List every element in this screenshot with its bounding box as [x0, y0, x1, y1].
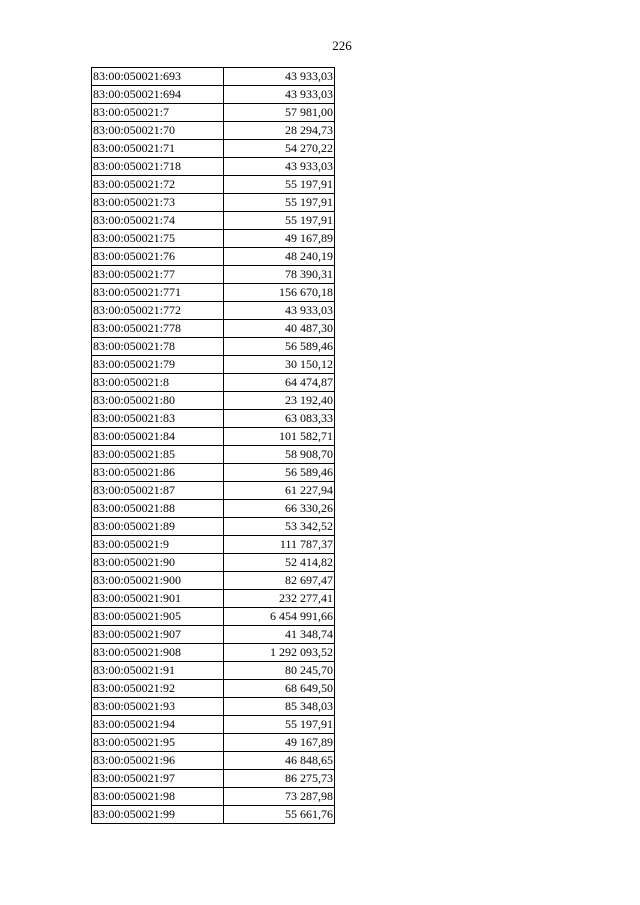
table-row — [92, 662, 335, 680]
cadastral-value-cell: 55 661,76 — [224, 806, 335, 824]
table-row — [92, 410, 335, 428]
cadastral-value-cell: 58 908,70 — [224, 446, 335, 464]
table-row — [92, 392, 335, 410]
cadastral-value-cell: 80 245,70 — [224, 662, 335, 680]
table-row — [92, 194, 335, 212]
cadastral-value-cell: 57 981,00 — [224, 104, 335, 122]
cadastral-value-cell: 1 292 093,52 — [224, 644, 335, 662]
cadastral-value-cell: 43 933,03 — [224, 302, 335, 320]
cadastral-value-cell: 86 275,73 — [224, 770, 335, 788]
table-row — [92, 230, 335, 248]
cadastral-number-cell: 83:00:050021:7 — [92, 104, 224, 122]
cadastral-value-cell: 56 589,46 — [224, 464, 335, 482]
cadastral-number-cell: 83:00:050021:74 — [92, 212, 224, 230]
table-row — [92, 320, 335, 338]
cadastral-value-cell: 66 330,26 — [224, 500, 335, 518]
cadastral-number-cell: 83:00:050021:71 — [92, 140, 224, 158]
table-row — [92, 536, 335, 554]
cadastral-value-cell: 64 474,87 — [224, 374, 335, 392]
table-row — [92, 122, 335, 140]
cadastral-number-cell: 83:00:050021:70 — [92, 122, 224, 140]
cadastral-value-cell: 6 454 991,66 — [224, 608, 335, 626]
cadastral-number-cell: 83:00:050021:83 — [92, 410, 224, 428]
table-row — [92, 464, 335, 482]
cadastral-value-cell: 54 270,22 — [224, 140, 335, 158]
table-row — [92, 698, 335, 716]
cadastral-number-cell: 83:00:050021:84 — [92, 428, 224, 446]
table-row — [92, 86, 335, 104]
cadastral-number-cell: 83:00:050021:93 — [92, 698, 224, 716]
cadastral-value-cell: 28 294,73 — [224, 122, 335, 140]
page-number: 226 — [332, 38, 352, 53]
cadastral-number-cell: 83:00:050021:778 — [92, 320, 224, 338]
cadastral-value-cell: 156 670,18 — [224, 284, 335, 302]
cadastral-value-cell: 43 933,03 — [224, 68, 335, 86]
cadastral-value-cell: 55 197,91 — [224, 212, 335, 230]
cadastral-value-cell: 43 933,03 — [224, 158, 335, 176]
table-row — [92, 770, 335, 788]
cadastral-value-table — [91, 67, 335, 824]
table-row — [92, 248, 335, 266]
cadastral-value-cell: 52 414,82 — [224, 554, 335, 572]
table-row — [92, 716, 335, 734]
table-row — [92, 266, 335, 284]
cadastral-value-cell: 55 197,91 — [224, 716, 335, 734]
cadastral-number-cell: 83:00:050021:80 — [92, 392, 224, 410]
table-row — [92, 158, 335, 176]
cadastral-value-cell: 55 197,91 — [224, 176, 335, 194]
cadastral-number-cell: 83:00:050021:85 — [92, 446, 224, 464]
table-row — [92, 680, 335, 698]
table-row — [92, 734, 335, 752]
cadastral-value-cell: 41 348,74 — [224, 626, 335, 644]
table-row — [92, 518, 335, 536]
cadastral-number-cell: 83:00:050021:76 — [92, 248, 224, 266]
cadastral-value-cell: 111 787,37 — [224, 536, 335, 554]
cadastral-number-cell: 83:00:050021:91 — [92, 662, 224, 680]
cadastral-value-cell: 85 348,03 — [224, 698, 335, 716]
cadastral-value-cell: 61 227,94 — [224, 482, 335, 500]
cadastral-number-cell: 83:00:050021:92 — [92, 680, 224, 698]
cadastral-value-cell: 43 933,03 — [224, 86, 335, 104]
table-row — [92, 68, 335, 86]
cadastral-number-cell: 83:00:050021:75 — [92, 230, 224, 248]
table-row — [92, 140, 335, 158]
cadastral-value-cell: 55 197,91 — [224, 194, 335, 212]
table-row — [92, 302, 335, 320]
cadastral-number-cell: 83:00:050021:900 — [92, 572, 224, 590]
cadastral-number-cell: 83:00:050021:88 — [92, 500, 224, 518]
cadastral-number-cell: 83:00:050021:72 — [92, 176, 224, 194]
cadastral-number-cell: 83:00:050021:90 — [92, 554, 224, 572]
table-row — [92, 176, 335, 194]
cadastral-number-cell: 83:00:050021:901 — [92, 590, 224, 608]
cadastral-number-cell: 83:00:050021:772 — [92, 302, 224, 320]
cadastral-value-cell: 46 848,65 — [224, 752, 335, 770]
cadastral-number-cell: 83:00:050021:95 — [92, 734, 224, 752]
cadastral-number-cell: 83:00:050021:771 — [92, 284, 224, 302]
cadastral-value-cell: 30 150,12 — [224, 356, 335, 374]
cadastral-value-cell: 23 192,40 — [224, 392, 335, 410]
table-row — [92, 212, 335, 230]
cadastral-number-cell: 83:00:050021:78 — [92, 338, 224, 356]
table-body — [92, 68, 335, 824]
cadastral-number-cell: 83:00:050021:9 — [92, 536, 224, 554]
cadastral-number-cell: 83:00:050021:905 — [92, 608, 224, 626]
cadastral-number-cell: 83:00:050021:86 — [92, 464, 224, 482]
table-row — [92, 338, 335, 356]
table-row — [92, 374, 335, 392]
cadastral-number-cell: 83:00:050021:907 — [92, 626, 224, 644]
table-row — [92, 572, 335, 590]
cadastral-number-cell: 83:00:050021:718 — [92, 158, 224, 176]
cadastral-value-cell: 73 287,98 — [224, 788, 335, 806]
cadastral-number-cell: 83:00:050021:94 — [92, 716, 224, 734]
cadastral-number-cell: 83:00:050021:87 — [92, 482, 224, 500]
cadastral-value-cell: 49 167,89 — [224, 230, 335, 248]
cadastral-value-cell: 49 167,89 — [224, 734, 335, 752]
cadastral-number-cell: 83:00:050021:89 — [92, 518, 224, 536]
cadastral-number-cell: 83:00:050021:73 — [92, 194, 224, 212]
table-row — [92, 608, 335, 626]
cadastral-number-cell: 83:00:050021:79 — [92, 356, 224, 374]
table-row — [92, 644, 335, 662]
cadastral-value-cell: 78 390,31 — [224, 266, 335, 284]
table-row — [92, 428, 335, 446]
cadastral-number-cell: 83:00:050021:8 — [92, 374, 224, 392]
table-row — [92, 554, 335, 572]
table-row — [92, 446, 335, 464]
cadastral-value-cell: 63 083,33 — [224, 410, 335, 428]
table-row — [92, 482, 335, 500]
table-row — [92, 104, 335, 122]
table-row — [92, 806, 335, 824]
cadastral-value-cell: 68 649,50 — [224, 680, 335, 698]
cadastral-value-cell: 48 240,19 — [224, 248, 335, 266]
cadastral-number-cell: 83:00:050021:98 — [92, 788, 224, 806]
cadastral-number-cell: 83:00:050021:99 — [92, 806, 224, 824]
table-row — [92, 752, 335, 770]
cadastral-number-cell: 83:00:050021:694 — [92, 86, 224, 104]
table-row — [92, 356, 335, 374]
table-row — [92, 788, 335, 806]
table-row — [92, 284, 335, 302]
table-row — [92, 626, 335, 644]
cadastral-value-cell: 56 589,46 — [224, 338, 335, 356]
cadastral-number-cell: 83:00:050021:97 — [92, 770, 224, 788]
cadastral-value-cell: 82 697,47 — [224, 572, 335, 590]
cadastral-value-cell: 40 487,30 — [224, 320, 335, 338]
cadastral-value-cell: 101 582,71 — [224, 428, 335, 446]
table-row — [92, 500, 335, 518]
cadastral-number-cell: 83:00:050021:77 — [92, 266, 224, 284]
table-row — [92, 590, 335, 608]
cadastral-number-cell: 83:00:050021:693 — [92, 68, 224, 86]
cadastral-value-cell: 232 277,41 — [224, 590, 335, 608]
cadastral-number-cell: 83:00:050021:96 — [92, 752, 224, 770]
cadastral-number-cell: 83:00:050021:908 — [92, 644, 224, 662]
cadastral-value-cell: 53 342,52 — [224, 518, 335, 536]
